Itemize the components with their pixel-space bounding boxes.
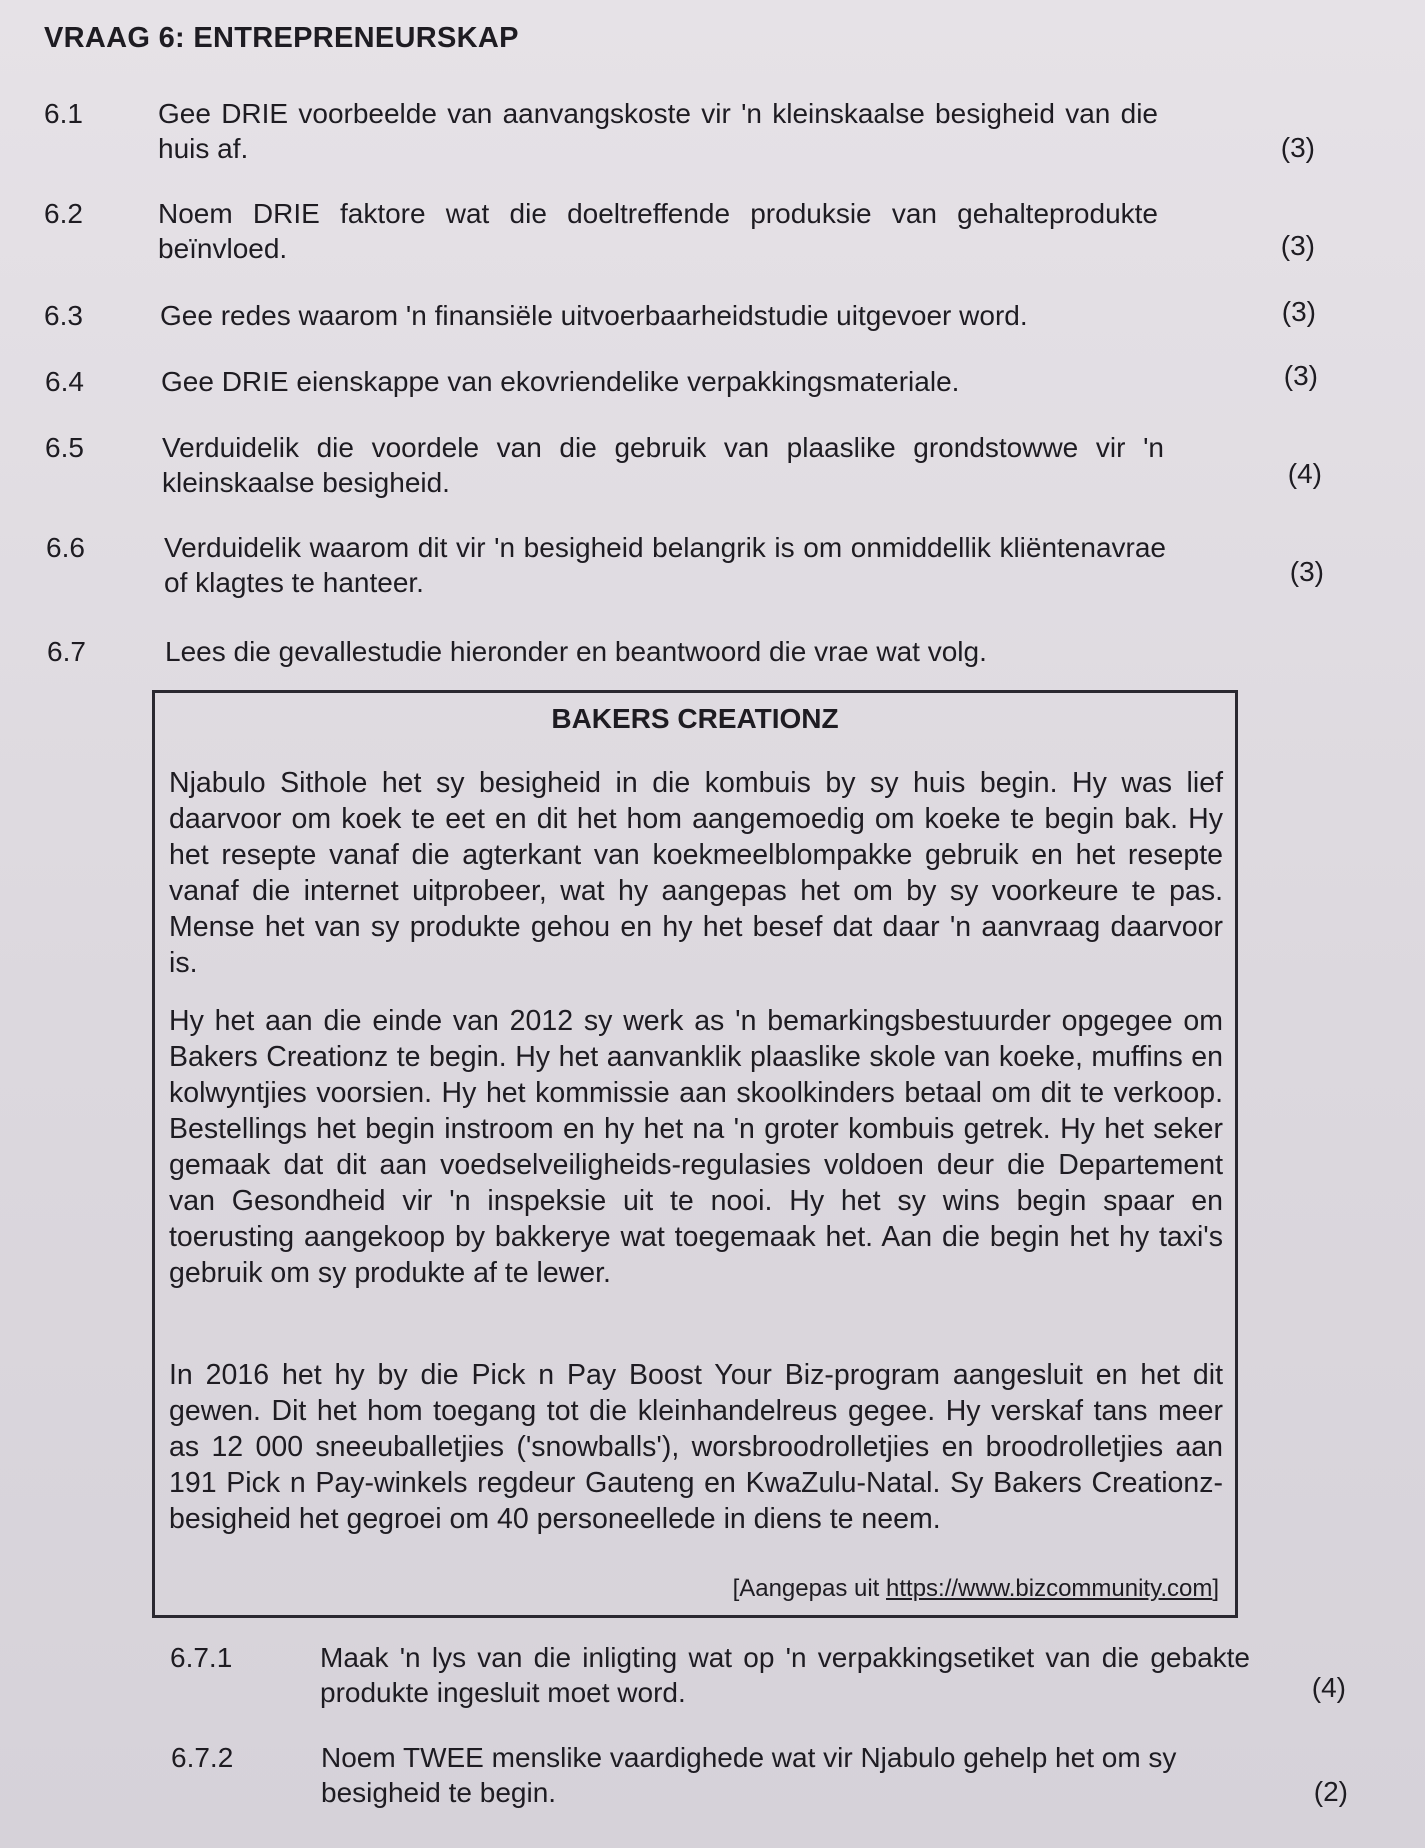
question-text: Verduidelik waarom dit vir 'n besigheid belangrik is om onmiddellik kliëntenavrae of klagtes te hanteer. xyxy=(164,532,1166,598)
case-study-paragraph: Njabulo Sithole het sy besigheid in die kombuis by sy huis begin. Hy was lief daarvoor om koek te eet en dit het hom aangemoedig om koeke te begin bak. Hy het resepte vanaf die agterkant van koekmeelblompakke gebruik en het resepte vanaf die internet uitprobeer, wat hy aangepas het om by sy voorkeure te pas. Mense het van sy produkte gehou en hy het besef dat daar 'n aanvraag daarvoor is. xyxy=(169,767,1223,979)
question-marks: (3) xyxy=(1280,230,1315,261)
source-prefix: [Aangepas uit xyxy=(732,1575,887,1602)
question-text: Noem DRIE faktore wat die doeltreffende produksie van gehalteprodukte beïnvloed. xyxy=(158,198,1158,264)
question-6-7-1 xyxy=(170,1640,1270,1712)
question-6-1 xyxy=(44,96,1224,168)
question-number: 6.2 xyxy=(44,198,83,229)
question-text: Gee DRIE eienskappe van ekovriendelike verpakkingsmateriale. xyxy=(161,366,960,397)
question-number: 6.6 xyxy=(46,532,85,563)
question-marks: (4) xyxy=(1287,458,1322,489)
source-citation xyxy=(733,1575,1219,1603)
question-marks: (3) xyxy=(1281,296,1316,327)
source-suffix: ] xyxy=(1212,1575,1219,1602)
question-6-5 xyxy=(45,430,1225,502)
question-6-7-2 xyxy=(171,1740,1271,1812)
question-6-4 xyxy=(45,364,1225,400)
question-number: 6.7.1 xyxy=(170,1642,233,1673)
case-study-paragraph: In 2016 het hy by die Pick n Pay Boost Your Biz-program aangesluit en het dit gewen. Dit het hom toegang tot die kleinhandelreus gegee. Hy verskaf tans meer as 12 000 sneeuballetjies ('snowballs'), worsbroodrolletjies en broodrolletjies aan 191 Pick n Pay-winkels regdeur Gauteng en KwaZulu-Natal. Sy Bakers Creationz-besigheid het gegroei om 40 personeellede in diens te neem. xyxy=(169,1359,1223,1535)
case-study-title: BAKERS CREATIONZ xyxy=(551,703,839,734)
source-link[interactable]: https://www.bizcommunity.com xyxy=(886,1575,1213,1602)
question-text: Gee redes waarom 'n finansiële uitvoerbaarheidstudie uitgevoer word. xyxy=(160,300,1028,331)
question-6-2 xyxy=(44,196,1224,268)
question-text: Noem TWEE menslike vaardighede wat vir Njabulo gehelp het om sy besigheid te begin. xyxy=(321,1742,1177,1808)
question-number: 6.5 xyxy=(45,432,84,463)
case-study-paragraph: Hy het aan die einde van 2012 sy werk as 'n bemarkingsbestuurder opgegee om Bakers Creationz te begin. Hy het aanvanklik plaaslike skole van koeke, muffins en kolwyntjies voorsien. Hy het kommissie aan skoolkinders betaal om dit te verkoop. Bestellings het begin instroom en hy het na 'n groter kombuis getrek. Hy het seker gemaak dat dit aan voedselveiligheids-regulasies voldoen deur die Departement van Gesondheid vir 'n inspeksie uit te nooi. Hy het sy wins begin spaar en toerusting aangekoop by bakkerye wat toegemaak het. Aan die begin het hy taxi's gebruik om sy produkte af te lewer. xyxy=(169,1005,1223,1289)
question-text: Gee DRIE voorbeelde van aanvangskoste vir 'n kleinskaalse besigheid van die huis af. xyxy=(158,98,1158,164)
question-number: 6.7.2 xyxy=(171,1742,234,1773)
question-text: Lees die gevallestudie hieronder en beantwoord die vrae wat volg. xyxy=(165,636,987,667)
question-number: 6.4 xyxy=(45,366,84,397)
question-heading: VRAAG 6: ENTREPRENEURSKAP xyxy=(44,22,519,54)
question-marks: (3) xyxy=(1283,360,1318,391)
question-marks: (3) xyxy=(1280,132,1315,163)
question-6-3 xyxy=(44,298,1224,334)
question-marks: (2) xyxy=(1313,1776,1348,1807)
question-marks: (4) xyxy=(1311,1672,1346,1703)
question-number: 6.7 xyxy=(47,636,86,667)
question-marks: (3) xyxy=(1289,556,1324,587)
question-text: Maak 'n lys van die inligting wat op 'n verpakkingsetiket van die gebakte produkte ingesluit moet word. xyxy=(320,1642,1250,1708)
question-6-7 xyxy=(47,634,1227,670)
case-study-box xyxy=(152,690,1238,1618)
question-6-6 xyxy=(46,530,1226,602)
question-number: 6.1 xyxy=(44,98,83,129)
question-number: 6.3 xyxy=(44,300,83,331)
question-text: Verduidelik die voordele van die gebruik van plaaslike grondstowwe vir 'n kleinskaalse besigheid. xyxy=(162,432,1164,498)
